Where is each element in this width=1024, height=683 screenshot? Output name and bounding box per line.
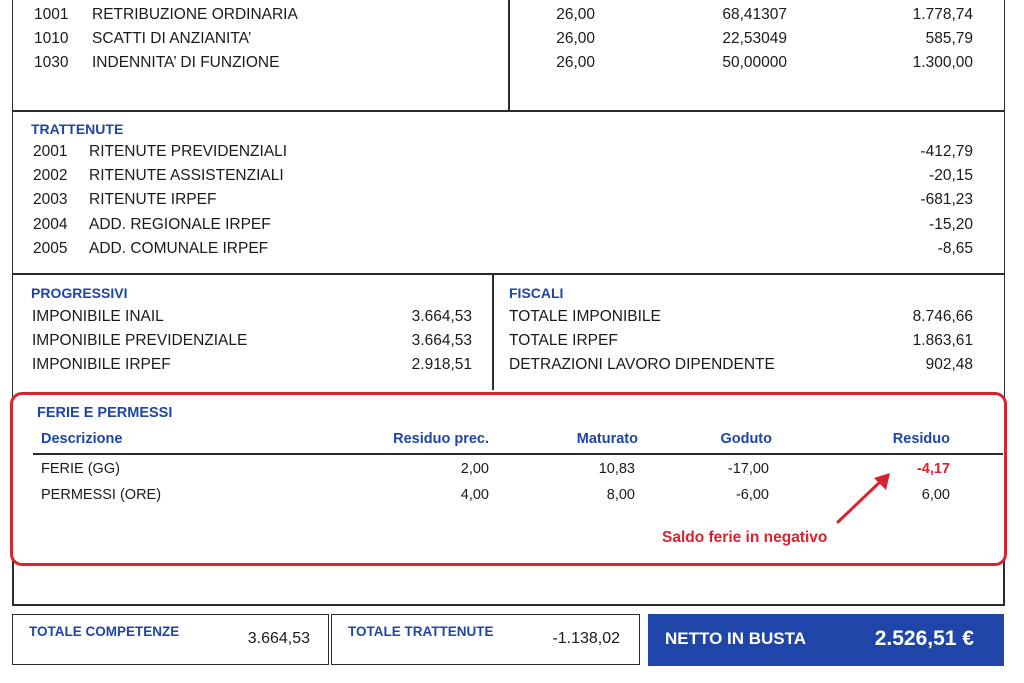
progressivi-value: 3.664,53	[411, 308, 472, 325]
trattenute-amount: -8,65	[937, 240, 973, 257]
ferie-row-maturato: 8,00	[606, 487, 635, 503]
competenze-amount: 1.300,00	[912, 54, 973, 71]
trattenute-amount: -15,20	[929, 216, 973, 233]
fiscali-value: 8.746,66	[912, 308, 973, 325]
ferie-row-goduto: -6,00	[735, 487, 769, 503]
annotation-text: Saldo ferie in negativo	[662, 529, 828, 546]
trattenute-code: 2002	[33, 167, 68, 184]
netto-in-busta-label: NETTO IN BUSTA	[665, 629, 807, 648]
totale-trattenute-value: -1.138,02	[552, 630, 620, 647]
trattenute-desc: RITENUTE PREVIDENZIALI	[89, 143, 288, 160]
fiscali-label: TOTALE IMPONIBILE	[509, 308, 661, 325]
ferie-header-rule	[33, 453, 1003, 455]
trattenute-code: 2004	[33, 216, 68, 233]
progressivi-fiscali-divider	[492, 274, 494, 390]
competenze-code: 1010	[34, 30, 69, 47]
ferie-row-residuo-prec: 4,00	[460, 487, 489, 503]
competenze-desc: SCATTI DI ANZIANITA’	[92, 30, 252, 47]
ferie-row-descrizione: PERMESSI (ORE)	[41, 487, 162, 503]
progressivi-title: PROGRESSIVI	[31, 285, 128, 301]
competenze-qty: 26,00	[556, 54, 595, 71]
totale-trattenute-label: TOTALE TRATTENUTE	[348, 624, 494, 639]
ferie-row-residuo: 6,00	[921, 487, 950, 503]
annotation-arrow-icon	[830, 470, 900, 530]
ferie-header-maturato: Maturato	[576, 431, 638, 447]
progressivi-label: IMPONIBILE PREVIDENZIALE	[32, 332, 248, 349]
ferie-header-residuo: Residuo	[892, 431, 950, 447]
fiscali-value: 902,48	[925, 356, 973, 373]
competenze-code: 1030	[34, 54, 69, 71]
competenze-desc: RETRIBUZIONE ORDINARIA	[92, 6, 298, 23]
competenze-amount: 585,79	[925, 30, 973, 47]
progressivi-value: 2.918,51	[411, 356, 472, 373]
competenze-divider	[508, 0, 510, 111]
trattenute-desc: RITENUTE IRPEF	[89, 191, 217, 208]
ferie-row-goduto: -17,00	[727, 461, 769, 477]
competenze-code: 1001	[34, 6, 69, 23]
fiscali-label: TOTALE IRPEF	[509, 332, 618, 349]
trattenute-desc: ADD. REGIONALE IRPEF	[89, 216, 271, 233]
netto-in-busta-value: 2.526,51 €	[874, 627, 974, 650]
totale-competenze-label: TOTALE COMPETENZE	[29, 624, 180, 639]
totale-competenze-value: 3.664,53	[247, 630, 310, 647]
ferie-header-residuo-prec: Residuo prec.	[393, 431, 489, 447]
trattenute-desc: ADD. COMUNALE IRPEF	[89, 240, 269, 257]
trattenute-code: 2005	[33, 240, 68, 257]
trattenute-desc: RITENUTE ASSISTENZIALI	[89, 167, 284, 184]
ferie-header-goduto: Goduto	[720, 431, 772, 447]
competenze-rate: 22,53049	[722, 30, 787, 47]
fiscali-title: FISCALI	[509, 285, 564, 301]
ferie-title: FERIE E PERMESSI	[37, 405, 173, 421]
competenze-qty: 26,00	[556, 30, 595, 47]
competenze-qty: 26,00	[556, 6, 595, 23]
progressivi-value: 3.664,53	[411, 332, 472, 349]
trattenute-code: 2003	[33, 191, 68, 208]
ferie-row-maturato: 10,83	[598, 461, 635, 477]
trattenute-title: TRATTENUTE	[31, 121, 124, 137]
competenze-amount: 1.778,74	[912, 6, 973, 23]
ferie-header-descrizione: Descrizione	[41, 431, 123, 447]
competenze-rate: 50,00000	[722, 54, 787, 71]
fiscali-label: DETRAZIONI LAVORO DIPENDENTE	[509, 356, 775, 373]
progressivi-label: IMPONIBILE IRPEF	[32, 356, 171, 373]
progressivi-label: IMPONIBILE INAIL	[32, 308, 164, 325]
frame-bottom-edge	[12, 604, 1005, 606]
trattenute-amount: -20,15	[929, 167, 973, 184]
trattenute-amount: -412,79	[920, 143, 973, 160]
competenze-rate: 68,41307	[722, 6, 787, 23]
ferie-row-residuo-prec: 2,00	[460, 461, 489, 477]
competenze-desc: INDENNITA’ DI FUNZIONE	[92, 54, 280, 71]
fiscali-value: 1.863,61	[912, 332, 973, 349]
ferie-row-descrizione: FERIE (GG)	[41, 461, 120, 477]
trattenute-code: 2001	[33, 143, 68, 160]
trattenute-amount: -681,23	[920, 191, 973, 208]
ferie-row-residuo-negative: -4,17	[916, 461, 950, 477]
